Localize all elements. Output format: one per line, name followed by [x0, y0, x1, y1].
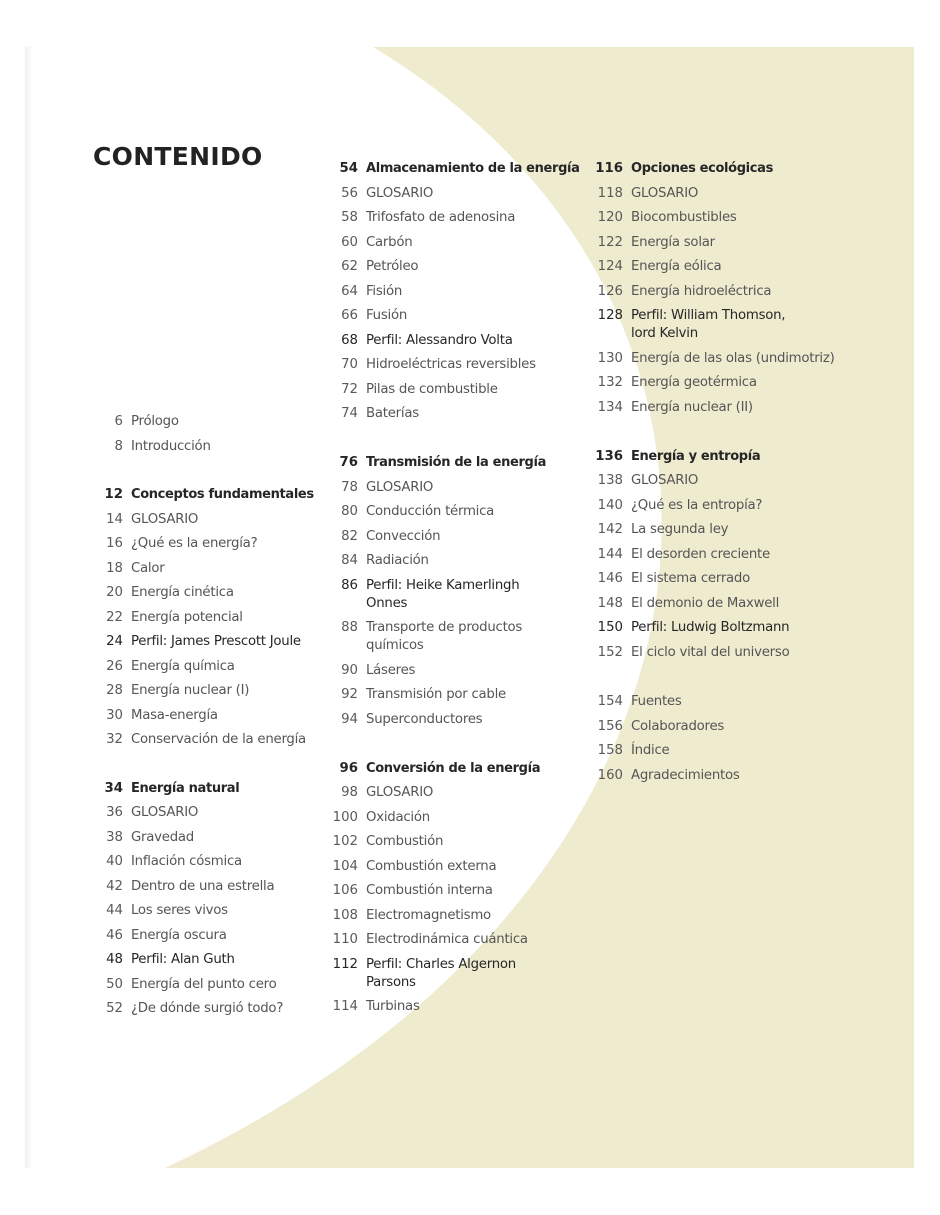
- page-number: 46: [106, 927, 123, 943]
- page-number: 150: [597, 620, 623, 635]
- toc-entry: [93, 630, 333, 655]
- page-number: 70: [341, 357, 358, 372]
- page-number: 120: [597, 210, 623, 225]
- page-number: 94: [341, 711, 358, 727]
- toc-entry: [93, 655, 333, 680]
- page-number: 128: [597, 308, 623, 323]
- page-number: 56: [341, 185, 358, 201]
- entry-title: Electrodinámica cuántica: [366, 932, 528, 947]
- page-number: 152: [597, 644, 623, 660]
- entry-title-line: Perfil: Charles Algernon: [366, 956, 516, 972]
- entry-title: Conservación de la energía: [131, 732, 306, 747]
- entry-title: GLOSARIO: [366, 479, 434, 495]
- entry-title: GLOSARIO: [366, 785, 434, 800]
- page-number: 78: [341, 479, 358, 495]
- page-number: 158: [597, 743, 623, 758]
- toc-entry: [328, 855, 578, 880]
- entry-title: Opciones ecológicas: [631, 161, 773, 176]
- entry-title: Energía geotérmica: [631, 375, 757, 390]
- page-number: 118: [597, 185, 623, 201]
- entry-title: Prólogo: [131, 414, 179, 429]
- page-number: 50: [106, 976, 123, 992]
- toc-entry: [593, 518, 893, 543]
- toc-entry: [593, 396, 893, 421]
- toc-entry: [93, 508, 333, 533]
- entry-title: Convección: [366, 528, 441, 544]
- entry-title: Baterías: [366, 406, 419, 421]
- entry-title: Energía eólica: [631, 259, 722, 274]
- page-number: 160: [597, 767, 623, 783]
- page-number: 58: [341, 210, 358, 225]
- entry-title: Los seres vivos: [131, 903, 228, 918]
- page-number: 16: [106, 536, 123, 551]
- entry-title: Transmisión de la energía: [366, 455, 547, 470]
- entry-title: Combustión: [366, 834, 444, 849]
- page-number: 148: [597, 595, 623, 611]
- entry-title: Transmisión por cable: [366, 687, 506, 702]
- page-number: 40: [106, 854, 123, 869]
- entry-title: Radiación: [366, 553, 429, 568]
- toc-entry: [93, 435, 333, 460]
- toc-entry: [593, 347, 893, 372]
- page-number: 60: [341, 234, 358, 250]
- toc-entry: [93, 557, 333, 582]
- page-number: 42: [106, 878, 123, 894]
- page-number: 62: [341, 259, 358, 274]
- page-number: 96: [339, 760, 358, 776]
- entry-title: ¿De dónde surgió todo?: [131, 1001, 284, 1016]
- entry-title: ¿Qué es la entropía?: [631, 497, 763, 513]
- page-number: 138: [597, 473, 623, 488]
- entry-title: Combustión externa: [366, 858, 497, 874]
- toc-entry: [93, 581, 333, 606]
- page-number: 122: [597, 234, 623, 250]
- toc-entry: [328, 953, 578, 996]
- toc-entry: [328, 616, 578, 659]
- page-number: 108: [332, 907, 358, 923]
- entry-title-line: Transporte de productos: [366, 620, 523, 635]
- page-number: 112: [332, 956, 358, 972]
- entry-title: Energía de las olas (undimotriz): [631, 350, 835, 366]
- page-number: 92: [341, 687, 358, 702]
- toc-entry: [328, 182, 578, 207]
- entry-title: Energía solar: [631, 234, 715, 250]
- page-title: CONTENIDO: [93, 142, 263, 171]
- entry-title: Carbón: [366, 234, 413, 250]
- toc-entry: [93, 924, 333, 949]
- page-number: 130: [597, 350, 623, 366]
- page-number: 24: [106, 634, 123, 649]
- page-number: 154: [597, 694, 623, 709]
- entry-title: GLOSARIO: [631, 473, 699, 488]
- toc-entry: [93, 850, 333, 875]
- entry-title: Energía hidroeléctrica: [631, 283, 772, 299]
- entry-title: Láseres: [366, 662, 416, 678]
- entry-title: Masa-energía: [131, 707, 218, 723]
- entry-title-line: Parsons: [366, 974, 416, 990]
- page-number: 48: [106, 952, 123, 967]
- toc-section-heading: [593, 445, 893, 470]
- page-number: 8: [114, 438, 123, 454]
- page-number: 32: [106, 732, 123, 747]
- page-number: 26: [106, 658, 123, 674]
- toc-entry: [328, 255, 578, 280]
- page-number: 146: [597, 571, 623, 586]
- toc-entry: [328, 806, 578, 831]
- page-number: 30: [106, 707, 123, 723]
- toc-entry: [593, 469, 893, 494]
- toc-entry: [328, 206, 578, 231]
- entry-title-line: Perfil: William Thomson,: [631, 308, 786, 323]
- entry-title: Energía oscura: [131, 927, 227, 943]
- page-number: 116: [595, 161, 623, 176]
- page-number: 66: [341, 308, 358, 323]
- page-number: 28: [106, 683, 123, 698]
- toc-entry: [593, 641, 893, 666]
- page-number: 84: [341, 553, 358, 568]
- entry-title-line: Onnes: [366, 595, 408, 611]
- toc-section: [93, 777, 333, 1022]
- toc-entry: [328, 879, 578, 904]
- page-number: 36: [106, 805, 123, 820]
- page-number: 106: [332, 883, 358, 898]
- entry-title: ¿Qué es la energía?: [131, 536, 258, 551]
- page-number: 90: [341, 662, 358, 678]
- entry-title: Agradecimientos: [631, 767, 740, 783]
- entry-title: El sistema cerrado: [631, 571, 751, 586]
- toc-entry: [593, 206, 893, 231]
- toc-section: [328, 157, 578, 427]
- entry-title: Introducción: [131, 438, 211, 454]
- entry-title: Energía cinética: [131, 585, 234, 600]
- page-number: 6: [114, 414, 123, 429]
- toc-entry: [593, 494, 893, 519]
- toc-section-heading: [328, 757, 578, 782]
- page-number: 102: [332, 834, 358, 849]
- entry-title: Fusión: [366, 308, 408, 323]
- toc-entry: [328, 525, 578, 550]
- entry-title: [366, 616, 522, 659]
- toc-entry: [328, 304, 578, 329]
- page-number: 86: [341, 577, 358, 593]
- entry-title: La segunda ley: [631, 522, 729, 537]
- page-number: 64: [341, 283, 358, 299]
- entry-title: Calor: [131, 560, 165, 576]
- toc-section-heading: [93, 483, 333, 508]
- toc-entry: [328, 378, 578, 403]
- page-number: 54: [339, 161, 358, 176]
- toc-entry: [328, 928, 578, 953]
- entry-title: Trifosfato de adenosina: [366, 210, 516, 225]
- toc-section: [328, 757, 578, 1020]
- entry-title: El desorden creciente: [631, 546, 770, 562]
- toc-entry: [93, 410, 333, 435]
- toc-section: [93, 483, 333, 753]
- toc-entry: [328, 329, 578, 354]
- entry-title: GLOSARIO: [366, 185, 434, 201]
- toc-section-heading: [328, 157, 578, 182]
- toc-section: [593, 157, 893, 420]
- toc-entry: [328, 549, 578, 574]
- toc-entry: [593, 255, 893, 280]
- page-number: 132: [597, 375, 623, 390]
- toc-entry: [593, 690, 893, 715]
- toc-entry: [328, 659, 578, 684]
- entry-title: Dentro de una estrella: [131, 878, 275, 894]
- page-number: 76: [339, 455, 358, 470]
- toc-entry: [328, 781, 578, 806]
- page-number: 12: [104, 487, 123, 502]
- page-number: 104: [332, 858, 358, 874]
- page-edge-shade: [25, 47, 33, 1168]
- entry-title: Conducción térmica: [366, 504, 495, 519]
- toc-entry: [328, 500, 578, 525]
- toc-entry: [593, 739, 893, 764]
- entry-title: Pilas de combustible: [366, 381, 498, 397]
- entry-title-line: Perfil: Heike Kamerlingh: [366, 577, 520, 593]
- toc-column-2: [328, 157, 578, 1020]
- entry-title: Energía del punto cero: [131, 976, 277, 992]
- entry-title: [366, 953, 516, 996]
- toc-entry: [328, 353, 578, 378]
- entry-title: Perfil: James Prescott Joule: [131, 634, 301, 649]
- toc-section: [593, 690, 893, 788]
- toc-entry: [593, 567, 893, 592]
- entry-title: Energía potencial: [131, 609, 243, 625]
- page-number: 52: [106, 1001, 123, 1016]
- page-number: 88: [341, 620, 358, 635]
- toc-entry: [328, 830, 578, 855]
- toc-section-heading: [93, 777, 333, 802]
- entry-title: Inflación cósmica: [131, 854, 242, 869]
- toc-entry: [93, 679, 333, 704]
- entry-title: Colaboradores: [631, 718, 725, 734]
- entry-title: Fisión: [366, 283, 403, 299]
- entry-title: Perfil: Alan Guth: [131, 952, 235, 967]
- entry-title: Energía nuclear (I): [131, 683, 250, 698]
- page-number: 82: [341, 528, 358, 544]
- toc-entry: [593, 616, 893, 641]
- page-number: 142: [597, 522, 623, 537]
- entry-title: Hidroeléctricas reversibles: [366, 357, 536, 372]
- toc-entry: [93, 875, 333, 900]
- entry-title: Petróleo: [366, 259, 419, 274]
- page-number: 114: [332, 999, 358, 1014]
- toc-entry: [328, 231, 578, 256]
- entry-title: Combustión interna: [366, 883, 493, 898]
- toc-entry: [593, 182, 893, 207]
- toc-entry: [93, 899, 333, 924]
- entry-title: Índice: [631, 743, 670, 758]
- page-number: 44: [106, 903, 123, 918]
- page-number: 98: [341, 785, 358, 800]
- page-number: 34: [104, 780, 123, 796]
- toc-section: [328, 451, 578, 732]
- entry-title: El demonio de Maxwell: [631, 595, 780, 611]
- toc-entry: [93, 997, 333, 1022]
- toc-entry: [593, 715, 893, 740]
- entry-title: Conceptos fundamentales: [131, 487, 314, 502]
- toc-entry: [93, 704, 333, 729]
- toc-entry: [93, 948, 333, 973]
- toc-entry: [328, 574, 578, 617]
- page-number: 22: [106, 609, 123, 625]
- toc-entry: [593, 280, 893, 305]
- entry-title: Turbinas: [366, 999, 420, 1014]
- page-number: 134: [597, 399, 623, 415]
- entry-title: Biocombustibles: [631, 210, 737, 225]
- entry-title: Oxidación: [366, 809, 430, 825]
- entry-title: Conversión de la energía: [366, 760, 541, 776]
- entry-title: Perfil: Ludwig Boltzmann: [631, 620, 790, 635]
- page-number: 100: [332, 809, 358, 825]
- toc-entry: [93, 801, 333, 826]
- entry-title: Almacenamiento de la energía: [366, 161, 580, 176]
- toc-entry: [593, 592, 893, 617]
- page-number: 68: [341, 332, 358, 348]
- page-number: 14: [106, 511, 123, 527]
- toc-entry: [328, 476, 578, 501]
- entry-title: Electromagnetismo: [366, 907, 491, 923]
- entry-title-line: químicos: [366, 638, 424, 653]
- page-number: 72: [341, 381, 358, 397]
- toc-entry: [593, 764, 893, 789]
- page-number: 74: [341, 406, 358, 421]
- entry-title: GLOSARIO: [131, 805, 199, 820]
- page-number: 144: [597, 546, 623, 562]
- entry-title: Energía y entropía: [631, 448, 761, 464]
- entry-title: Gravedad: [131, 829, 194, 845]
- toc-entry: [93, 973, 333, 998]
- entry-title: [366, 574, 519, 617]
- toc-entry: [593, 543, 893, 568]
- toc-section-heading: [328, 451, 578, 476]
- page-number: 140: [597, 497, 623, 513]
- toc-column-3: [593, 157, 893, 788]
- toc-entry: [328, 904, 578, 929]
- toc-entry: [328, 280, 578, 305]
- page-number: 136: [595, 448, 623, 464]
- entry-title: Energía química: [131, 658, 235, 674]
- entry-title: GLOSARIO: [131, 511, 199, 527]
- page-number: 38: [106, 829, 123, 845]
- toc-entry: [328, 402, 578, 427]
- book-page: [25, 47, 914, 1168]
- entry-title: Superconductores: [366, 711, 483, 727]
- entry-title: Energía natural: [131, 780, 240, 796]
- toc-entry: [93, 728, 333, 753]
- entry-title: GLOSARIO: [631, 185, 699, 201]
- entry-title: Energía nuclear (II): [631, 399, 753, 415]
- toc-entry: [593, 304, 893, 347]
- page-number: 126: [597, 283, 623, 299]
- entry-title: El ciclo vital del universo: [631, 644, 790, 660]
- entry-title: Fuentes: [631, 694, 682, 709]
- toc-entry: [93, 606, 333, 631]
- toc-section: [593, 445, 893, 666]
- toc-entry: [593, 371, 893, 396]
- entry-title: Perfil: Alessandro Volta: [366, 332, 513, 348]
- toc-entry: [93, 826, 333, 851]
- entry-title-line: lord Kelvin: [631, 326, 698, 341]
- toc-entry: [328, 683, 578, 708]
- toc-entry: [328, 995, 578, 1020]
- toc-entry: [328, 708, 578, 733]
- page-number: 124: [597, 259, 623, 274]
- toc-column-1: [93, 410, 333, 1022]
- page-number: 18: [106, 560, 123, 576]
- page-number: 80: [341, 504, 358, 519]
- entry-title: [631, 304, 785, 347]
- toc-entry: [593, 231, 893, 256]
- toc-section: [93, 410, 333, 459]
- page-number: 156: [597, 718, 623, 734]
- page-number: 20: [106, 585, 123, 600]
- toc-entry: [93, 532, 333, 557]
- page-number: 110: [332, 932, 358, 947]
- toc-section-heading: [593, 157, 893, 182]
